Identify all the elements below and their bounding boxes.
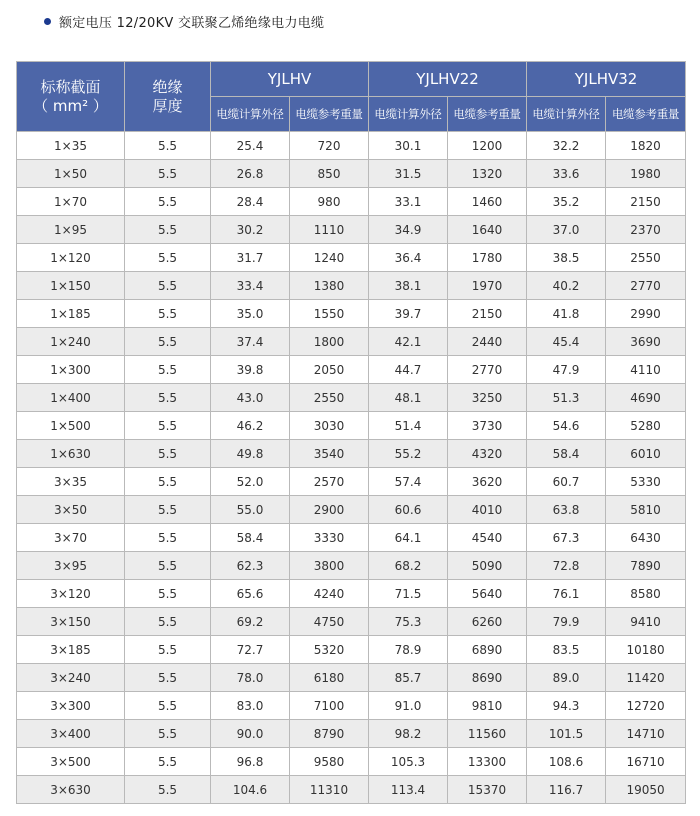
- cell-yjlhv-weight: 11310: [290, 776, 369, 804]
- table-row: [17, 608, 686, 636]
- cell-yjlhv-weight: 6180: [290, 664, 369, 692]
- table-row: [17, 328, 686, 356]
- table-row: [17, 272, 686, 300]
- table-row: [17, 748, 686, 776]
- cell-section: 3×120: [17, 580, 125, 608]
- table-row: [17, 776, 686, 804]
- header-group-yjlhv32: YJLHV32: [527, 62, 686, 97]
- cell-yjlhv-diameter: 62.3: [211, 552, 290, 580]
- header-insulation-line2: 厚度: [152, 96, 183, 115]
- cell-yjlhv32-weight: 14710: [606, 720, 686, 748]
- cell-insulation: 5.5: [125, 468, 211, 496]
- cell-yjlhv32-weight: 1820: [606, 132, 686, 160]
- cell-insulation: 5.5: [125, 664, 211, 692]
- cell-yjlhv32-weight: 5810: [606, 496, 686, 524]
- cell-section: 3×300: [17, 692, 125, 720]
- table-row: [17, 524, 686, 552]
- cell-yjlhv32-weight: 6010: [606, 440, 686, 468]
- cell-yjlhv32-diameter: 63.8: [527, 496, 606, 524]
- table-body: [17, 132, 686, 804]
- cell-yjlhv22-diameter: 38.1: [369, 272, 448, 300]
- table-row: [17, 412, 686, 440]
- cell-yjlhv-weight: 2570: [290, 468, 369, 496]
- cell-yjlhv22-diameter: 51.4: [369, 412, 448, 440]
- header-diameter: 电缆计算外径: [527, 97, 606, 132]
- cell-yjlhv32-weight: 5330: [606, 468, 686, 496]
- cell-yjlhv32-diameter: 38.5: [527, 244, 606, 272]
- cell-yjlhv22-diameter: 68.2: [369, 552, 448, 580]
- header-insulation: [125, 62, 211, 132]
- cell-insulation: 5.5: [125, 412, 211, 440]
- cell-insulation: 5.5: [125, 384, 211, 412]
- cell-yjlhv22-diameter: 113.4: [369, 776, 448, 804]
- cell-yjlhv22-weight: 1320: [448, 160, 527, 188]
- table-row: [17, 720, 686, 748]
- cell-section: 1×120: [17, 244, 125, 272]
- cell-yjlhv-diameter: 65.6: [211, 580, 290, 608]
- table-row: [17, 496, 686, 524]
- cell-yjlhv22-weight: 6260: [448, 608, 527, 636]
- cell-yjlhv22-diameter: 34.9: [369, 216, 448, 244]
- table-header: [17, 62, 686, 132]
- header-section-line1: 标称截面: [40, 77, 101, 96]
- cell-section: 3×150: [17, 608, 125, 636]
- table-row: [17, 440, 686, 468]
- cell-yjlhv32-weight: 4110: [606, 356, 686, 384]
- cable-spec-table: [16, 61, 686, 804]
- cell-yjlhv-diameter: 33.4: [211, 272, 290, 300]
- cell-yjlhv-weight: 3330: [290, 524, 369, 552]
- cell-yjlhv22-weight: 2150: [448, 300, 527, 328]
- cell-yjlhv22-weight: 1970: [448, 272, 527, 300]
- cell-yjlhv22-weight: 1460: [448, 188, 527, 216]
- cell-yjlhv-diameter: 69.2: [211, 608, 290, 636]
- cell-yjlhv-weight: 8790: [290, 720, 369, 748]
- cell-yjlhv-diameter: 28.4: [211, 188, 290, 216]
- cell-yjlhv-diameter: 55.0: [211, 496, 290, 524]
- cell-yjlhv-weight: 1800: [290, 328, 369, 356]
- cell-section: 3×630: [17, 776, 125, 804]
- header-weight: 电缆参考重量: [290, 97, 369, 132]
- cell-yjlhv32-diameter: 72.8: [527, 552, 606, 580]
- cell-yjlhv22-diameter: 60.6: [369, 496, 448, 524]
- cell-yjlhv22-weight: 4010: [448, 496, 527, 524]
- cell-yjlhv-diameter: 31.7: [211, 244, 290, 272]
- cell-yjlhv-diameter: 39.8: [211, 356, 290, 384]
- cell-section: 1×95: [17, 216, 125, 244]
- cell-yjlhv-weight: 1240: [290, 244, 369, 272]
- cell-yjlhv22-diameter: 78.9: [369, 636, 448, 664]
- cell-yjlhv22-diameter: 85.7: [369, 664, 448, 692]
- cell-insulation: 5.5: [125, 524, 211, 552]
- cell-insulation: 5.5: [125, 440, 211, 468]
- cell-yjlhv32-diameter: 40.2: [527, 272, 606, 300]
- cell-insulation: 5.5: [125, 720, 211, 748]
- cell-yjlhv-diameter: 83.0: [211, 692, 290, 720]
- cell-yjlhv-diameter: 43.0: [211, 384, 290, 412]
- cell-yjlhv32-diameter: 76.1: [527, 580, 606, 608]
- cell-yjlhv32-diameter: 45.4: [527, 328, 606, 356]
- cell-yjlhv32-weight: 5280: [606, 412, 686, 440]
- cell-yjlhv22-diameter: 105.3: [369, 748, 448, 776]
- cell-insulation: 5.5: [125, 552, 211, 580]
- cell-section: 1×35: [17, 132, 125, 160]
- cell-yjlhv22-diameter: 42.1: [369, 328, 448, 356]
- cell-yjlhv-weight: 720: [290, 132, 369, 160]
- cell-section: 3×500: [17, 748, 125, 776]
- cell-yjlhv-weight: 9580: [290, 748, 369, 776]
- header-diameter: 电缆计算外径: [369, 97, 448, 132]
- cell-yjlhv-weight: 1110: [290, 216, 369, 244]
- cell-yjlhv32-weight: 8580: [606, 580, 686, 608]
- cell-yjlhv-weight: 980: [290, 188, 369, 216]
- cell-yjlhv32-weight: 9410: [606, 608, 686, 636]
- cell-insulation: 5.5: [125, 776, 211, 804]
- cell-yjlhv32-weight: 7890: [606, 552, 686, 580]
- cell-yjlhv-diameter: 78.0: [211, 664, 290, 692]
- cell-yjlhv-diameter: 90.0: [211, 720, 290, 748]
- cell-insulation: 5.5: [125, 692, 211, 720]
- cell-insulation: 5.5: [125, 748, 211, 776]
- cell-yjlhv22-weight: 3730: [448, 412, 527, 440]
- cell-yjlhv-weight: 3030: [290, 412, 369, 440]
- cell-yjlhv22-weight: 4320: [448, 440, 527, 468]
- cell-yjlhv32-diameter: 101.5: [527, 720, 606, 748]
- cell-yjlhv32-diameter: 35.2: [527, 188, 606, 216]
- cell-section: 3×240: [17, 664, 125, 692]
- cell-yjlhv32-weight: 4690: [606, 384, 686, 412]
- table-row: [17, 468, 686, 496]
- cell-yjlhv32-weight: 3690: [606, 328, 686, 356]
- cell-section: 1×240: [17, 328, 125, 356]
- cell-yjlhv-weight: 4240: [290, 580, 369, 608]
- cell-yjlhv32-weight: 6430: [606, 524, 686, 552]
- page-title: [44, 11, 324, 31]
- table-row: [17, 664, 686, 692]
- cell-section: 1×70: [17, 188, 125, 216]
- cell-yjlhv-weight: 2550: [290, 384, 369, 412]
- cell-yjlhv32-diameter: 94.3: [527, 692, 606, 720]
- cell-yjlhv22-diameter: 33.1: [369, 188, 448, 216]
- cell-yjlhv32-weight: 2770: [606, 272, 686, 300]
- header-group-yjlhv: YJLHV: [211, 62, 369, 97]
- cell-yjlhv-diameter: 30.2: [211, 216, 290, 244]
- cell-insulation: 5.5: [125, 328, 211, 356]
- cell-section: 1×630: [17, 440, 125, 468]
- cell-yjlhv22-weight: 3620: [448, 468, 527, 496]
- cell-insulation: 5.5: [125, 244, 211, 272]
- table-row: [17, 580, 686, 608]
- cell-yjlhv-diameter: 25.4: [211, 132, 290, 160]
- cell-section: 3×95: [17, 552, 125, 580]
- cell-section: 3×400: [17, 720, 125, 748]
- header-weight: 电缆参考重量: [448, 97, 527, 132]
- table-row: [17, 244, 686, 272]
- bullet-icon: [44, 18, 51, 25]
- cell-yjlhv32-diameter: 47.9: [527, 356, 606, 384]
- cell-yjlhv32-diameter: 67.3: [527, 524, 606, 552]
- cell-yjlhv-diameter: 26.8: [211, 160, 290, 188]
- cell-section: 1×185: [17, 300, 125, 328]
- cell-section: 3×50: [17, 496, 125, 524]
- cell-insulation: 5.5: [125, 160, 211, 188]
- cell-yjlhv22-weight: 5640: [448, 580, 527, 608]
- cell-insulation: 5.5: [125, 188, 211, 216]
- cell-insulation: 5.5: [125, 272, 211, 300]
- cell-yjlhv-weight: 3800: [290, 552, 369, 580]
- header-group-yjlhv22: YJLHV22: [369, 62, 527, 97]
- cell-insulation: 5.5: [125, 300, 211, 328]
- cell-yjlhv22-diameter: 57.4: [369, 468, 448, 496]
- cell-insulation: 5.5: [125, 580, 211, 608]
- cell-yjlhv22-weight: 9810: [448, 692, 527, 720]
- cell-insulation: 5.5: [125, 356, 211, 384]
- cell-yjlhv32-diameter: 51.3: [527, 384, 606, 412]
- cell-yjlhv22-weight: 5090: [448, 552, 527, 580]
- cell-section: 1×400: [17, 384, 125, 412]
- table-row: [17, 384, 686, 412]
- header-diameter: 电缆计算外径: [211, 97, 290, 132]
- cell-yjlhv22-weight: 2770: [448, 356, 527, 384]
- cell-yjlhv-diameter: 96.8: [211, 748, 290, 776]
- cell-yjlhv-diameter: 52.0: [211, 468, 290, 496]
- cell-yjlhv-weight: 3540: [290, 440, 369, 468]
- cell-yjlhv22-weight: 1200: [448, 132, 527, 160]
- cell-yjlhv32-diameter: 54.6: [527, 412, 606, 440]
- cell-yjlhv32-diameter: 89.0: [527, 664, 606, 692]
- header-row-top: [17, 62, 686, 97]
- table-row: [17, 132, 686, 160]
- cell-yjlhv32-diameter: 116.7: [527, 776, 606, 804]
- cell-yjlhv32-diameter: 60.7: [527, 468, 606, 496]
- table-row: [17, 188, 686, 216]
- cell-yjlhv-weight: 1380: [290, 272, 369, 300]
- cell-yjlhv-weight: 2050: [290, 356, 369, 384]
- cell-yjlhv32-diameter: 32.2: [527, 132, 606, 160]
- cell-yjlhv22-weight: 2440: [448, 328, 527, 356]
- cell-yjlhv32-weight: 1980: [606, 160, 686, 188]
- table-row: [17, 636, 686, 664]
- cell-yjlhv22-diameter: 55.2: [369, 440, 448, 468]
- cell-yjlhv22-weight: 6890: [448, 636, 527, 664]
- cell-yjlhv-weight: 850: [290, 160, 369, 188]
- cell-insulation: 5.5: [125, 132, 211, 160]
- cell-yjlhv32-weight: 10180: [606, 636, 686, 664]
- cell-yjlhv32-weight: 2370: [606, 216, 686, 244]
- header-weight: 电缆参考重量: [606, 97, 686, 132]
- cell-section: 3×70: [17, 524, 125, 552]
- cell-yjlhv22-diameter: 39.7: [369, 300, 448, 328]
- table-row: [17, 692, 686, 720]
- cell-yjlhv22-weight: 1780: [448, 244, 527, 272]
- cell-insulation: 5.5: [125, 496, 211, 524]
- cell-yjlhv32-weight: 2990: [606, 300, 686, 328]
- cell-yjlhv32-diameter: 58.4: [527, 440, 606, 468]
- cell-insulation: 5.5: [125, 636, 211, 664]
- cell-yjlhv32-weight: 16710: [606, 748, 686, 776]
- cell-yjlhv-diameter: 104.6: [211, 776, 290, 804]
- cell-yjlhv-weight: 5320: [290, 636, 369, 664]
- cell-insulation: 5.5: [125, 608, 211, 636]
- cell-yjlhv32-diameter: 33.6: [527, 160, 606, 188]
- cell-yjlhv22-diameter: 98.2: [369, 720, 448, 748]
- cell-yjlhv22-weight: 15370: [448, 776, 527, 804]
- cell-yjlhv22-diameter: 48.1: [369, 384, 448, 412]
- cell-yjlhv22-weight: 1640: [448, 216, 527, 244]
- cell-yjlhv22-diameter: 44.7: [369, 356, 448, 384]
- cell-yjlhv32-diameter: 83.5: [527, 636, 606, 664]
- cell-yjlhv22-diameter: 31.5: [369, 160, 448, 188]
- table-row: [17, 216, 686, 244]
- cell-yjlhv32-weight: 12720: [606, 692, 686, 720]
- cell-yjlhv32-diameter: 108.6: [527, 748, 606, 776]
- cell-yjlhv32-weight: 2550: [606, 244, 686, 272]
- cell-yjlhv-diameter: 35.0: [211, 300, 290, 328]
- header-insulation-line1: 绝缘: [152, 77, 183, 96]
- cell-yjlhv22-diameter: 75.3: [369, 608, 448, 636]
- cell-yjlhv22-diameter: 36.4: [369, 244, 448, 272]
- cell-yjlhv22-weight: 13300: [448, 748, 527, 776]
- cell-section: 1×150: [17, 272, 125, 300]
- cell-section: 3×35: [17, 468, 125, 496]
- cell-yjlhv-weight: 4750: [290, 608, 369, 636]
- table-row: [17, 552, 686, 580]
- title-text: 额定电压 12/20KV 交联聚乙烯绝缘电力电缆: [59, 15, 325, 31]
- cell-yjlhv22-weight: 3250: [448, 384, 527, 412]
- cell-yjlhv32-weight: 19050: [606, 776, 686, 804]
- cell-yjlhv32-diameter: 41.8: [527, 300, 606, 328]
- cell-insulation: 5.5: [125, 216, 211, 244]
- cell-yjlhv-weight: 2900: [290, 496, 369, 524]
- cell-yjlhv-diameter: 58.4: [211, 524, 290, 552]
- cell-section: 1×300: [17, 356, 125, 384]
- cell-yjlhv22-diameter: 91.0: [369, 692, 448, 720]
- cell-yjlhv22-weight: 11560: [448, 720, 527, 748]
- cell-yjlhv32-diameter: 79.9: [527, 608, 606, 636]
- cell-yjlhv-diameter: 49.8: [211, 440, 290, 468]
- cell-section: 1×500: [17, 412, 125, 440]
- cell-yjlhv22-diameter: 30.1: [369, 132, 448, 160]
- cell-yjlhv-diameter: 46.2: [211, 412, 290, 440]
- cell-section: 3×185: [17, 636, 125, 664]
- table-row: [17, 300, 686, 328]
- table-row: [17, 356, 686, 384]
- cell-yjlhv32-weight: 2150: [606, 188, 686, 216]
- cell-yjlhv32-weight: 11420: [606, 664, 686, 692]
- cell-yjlhv-diameter: 37.4: [211, 328, 290, 356]
- cell-yjlhv-diameter: 72.7: [211, 636, 290, 664]
- cell-yjlhv22-weight: 8690: [448, 664, 527, 692]
- cell-section: 1×50: [17, 160, 125, 188]
- table-row: [17, 160, 686, 188]
- cell-yjlhv22-diameter: 64.1: [369, 524, 448, 552]
- cell-yjlhv22-weight: 4540: [448, 524, 527, 552]
- cell-yjlhv32-diameter: 37.0: [527, 216, 606, 244]
- cell-yjlhv-weight: 1550: [290, 300, 369, 328]
- cell-yjlhv-weight: 7100: [290, 692, 369, 720]
- header-section-line2: （ mm² ）: [33, 96, 108, 115]
- header-section: [17, 62, 125, 132]
- cell-yjlhv22-diameter: 71.5: [369, 580, 448, 608]
